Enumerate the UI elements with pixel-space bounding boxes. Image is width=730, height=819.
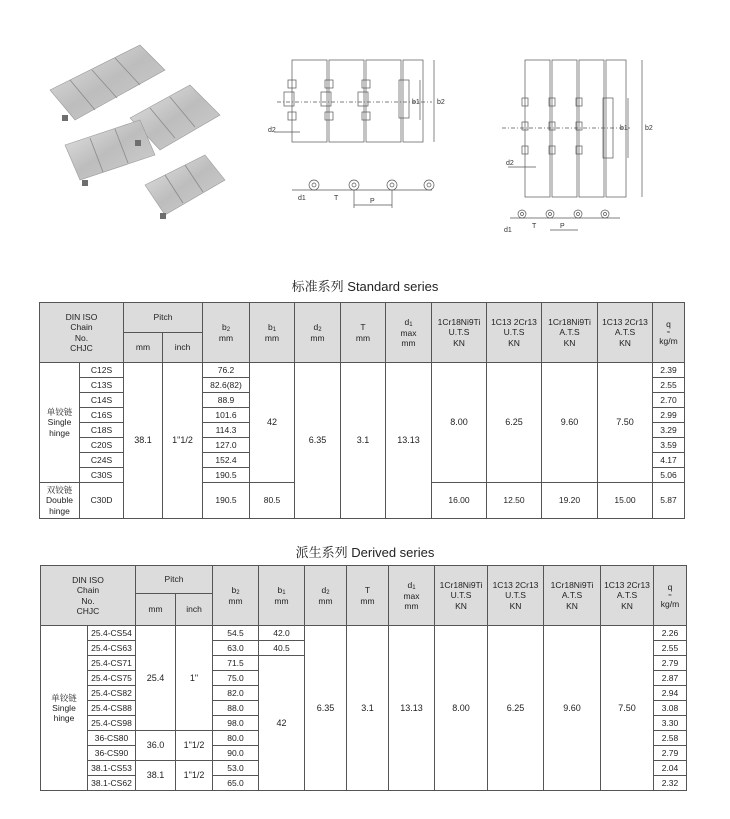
q-value: 2.55 [653, 378, 685, 393]
b2-value: 190.5 [203, 468, 250, 483]
standard-series-table [39, 302, 685, 519]
double-hinge-group: 双铰链 Double hinge [40, 483, 80, 519]
chain-no: C13S [80, 378, 124, 393]
table-row [40, 363, 685, 378]
chain-no: 36-CS80 [88, 731, 136, 746]
label-T: T [532, 223, 537, 230]
header-b1: $b_1$ mm [250, 303, 295, 363]
q-value: 2.26 [654, 626, 687, 641]
q-value: 4.17 [653, 453, 685, 468]
pitch-mm: 36.0 [136, 731, 176, 761]
q-value: 2.32 [654, 776, 687, 791]
chain-no: 25.4-CS54 [88, 626, 136, 641]
d2-value: 6.35 [295, 363, 341, 519]
standard-series-title: 标准系列 Standard series [291, 279, 439, 294]
header-b2: $b_2$ mm [203, 303, 250, 363]
chain-no: 38.1-CS62 [88, 776, 136, 791]
b2-value: 114.3 [203, 423, 250, 438]
pitch-mm: 38.1 [136, 761, 176, 791]
b1-value: 42 [259, 656, 305, 791]
header-d1: $d_1$ max mm [386, 303, 432, 363]
header-pitch-inch: inch [176, 594, 213, 626]
b2-value: 152.4 [203, 453, 250, 468]
b2-value: 80.0 [213, 731, 259, 746]
header-T: T mm [341, 303, 386, 363]
m4-value: 15.00 [598, 483, 653, 519]
q-value: 5.06 [653, 468, 685, 483]
m1-value: 8.00 [432, 363, 487, 483]
chain-no: C12S [80, 363, 124, 378]
double-hinge-diagram [490, 40, 670, 250]
b2-value: 63.0 [213, 641, 259, 656]
chain-no: 25.4-CS82 [88, 686, 136, 701]
b2-value: 65.0 [213, 776, 259, 791]
header-pitch-mm: mm [136, 594, 176, 626]
label-P: P [370, 198, 375, 205]
header-material-1: 1Cr18Ni9Ti U.T.S KN [435, 566, 488, 626]
chain-no: 25.4-CS71 [88, 656, 136, 671]
header-pitch: Pitch [136, 566, 213, 594]
q-value: 2.79 [654, 746, 687, 761]
chain-no: C14S [80, 393, 124, 408]
b2-value: 82.0 [213, 686, 259, 701]
q-value: 3.29 [653, 423, 685, 438]
single-hinge-diagram [262, 40, 462, 240]
label-P: P [560, 223, 565, 230]
q-value: 2.39 [653, 363, 685, 378]
chain-no: 25.4-CS63 [88, 641, 136, 656]
b2-value: 82.6(82) [203, 378, 250, 393]
single-hinge-group: 单铰链 Single hinge [40, 363, 80, 483]
q-value: 3.30 [654, 716, 687, 731]
q-value: 2.04 [654, 761, 687, 776]
header-pitch-mm: mm [124, 333, 163, 363]
derived-series-table [40, 565, 687, 791]
q-value: 2.79 [654, 656, 687, 671]
pitch-inch: 1"1/2 [163, 363, 203, 519]
header-T: T mm [347, 566, 389, 626]
pitch-inch: 1"1/2 [176, 761, 213, 791]
q-value: 3.08 [654, 701, 687, 716]
header-material-3: 1Cr18Ni9Ti A.T.S KN [542, 303, 598, 363]
d1-value: 13.13 [386, 363, 432, 519]
table-row [41, 626, 687, 641]
b2-value: 98.0 [213, 716, 259, 731]
b2-value: 101.6 [203, 408, 250, 423]
header-b1: $b_1$ mm [259, 566, 305, 626]
header-material-4: 1C13 2Cr13 A.T.S KN [601, 566, 654, 626]
b2-value: 88.0 [213, 701, 259, 716]
header-q: q ≈ kg/m [653, 303, 685, 363]
b1-value: 42.0 [259, 626, 305, 641]
header-b2: $b_2$ mm [213, 566, 259, 626]
m4-value: 7.50 [601, 626, 654, 791]
q-value: 5.87 [653, 483, 685, 519]
b2-value: 190.5 [203, 483, 250, 519]
label-d1: d1 [298, 195, 306, 202]
header-material-1: 1Cr18Ni9Ti U.T.S KN [432, 303, 487, 363]
m1-value: 16.00 [432, 483, 487, 519]
label-b2: b2 [645, 125, 653, 132]
b2-value: 54.5 [213, 626, 259, 641]
header-d2: $d_2$ mm [305, 566, 347, 626]
m2-value: 12.50 [487, 483, 542, 519]
label-b1: b1 [620, 125, 628, 132]
header-material-2: 1C13 2Cr13 U.T.S KN [488, 566, 544, 626]
m2-value: 6.25 [488, 626, 544, 791]
label-d1: d1 [504, 227, 512, 234]
b2-value: 71.5 [213, 656, 259, 671]
chain-no: 25.4-CS98 [88, 716, 136, 731]
chain-no: 25.4-CS75 [88, 671, 136, 686]
T-value: 3.1 [347, 626, 389, 791]
b2-value: 75.0 [213, 671, 259, 686]
m3-value: 9.60 [542, 363, 598, 483]
T-value: 3.1 [341, 363, 386, 519]
chain-no: C30S [80, 468, 124, 483]
m4-value: 7.50 [598, 363, 653, 483]
derived-series-title: 派生系列 Derived series [295, 545, 435, 560]
chain-no: 25.4-CS88 [88, 701, 136, 716]
chain-photo [40, 30, 260, 250]
label-b2: b2 [437, 99, 445, 106]
header-d2: $d_2$ mm [295, 303, 341, 363]
header-material-2: 1C13 2Cr13 U.T.S KN [487, 303, 542, 363]
q-value: 3.59 [653, 438, 685, 453]
chain-no: C16S [80, 408, 124, 423]
b2-value: 88.9 [203, 393, 250, 408]
m3-value: 9.60 [544, 626, 601, 791]
chain-no: C30D [80, 483, 124, 519]
q-value: 2.87 [654, 671, 687, 686]
header-chain-no: DIN ISO Chain No. CHJC [40, 303, 124, 363]
d1-value: 13.13 [389, 626, 435, 791]
chain-no: 36-CS90 [88, 746, 136, 761]
pitch-mm: 38.1 [124, 363, 163, 519]
label-d2: d2 [268, 127, 276, 134]
header-pitch-inch: inch [163, 333, 203, 363]
pitch-mm: 25.4 [136, 626, 176, 731]
q-value: 2.94 [654, 686, 687, 701]
m3-value: 19.20 [542, 483, 598, 519]
b1-value: 42 [250, 363, 295, 483]
b1-value: 80.5 [250, 483, 295, 519]
chain-no: C24S [80, 453, 124, 468]
b2-value: 76.2 [203, 363, 250, 378]
b2-value: 90.0 [213, 746, 259, 761]
q-value: 2.58 [654, 731, 687, 746]
pitch-inch: 1" [176, 626, 213, 731]
q-value: 2.70 [653, 393, 685, 408]
header-q: q ≈ kg/m [654, 566, 687, 626]
chain-no: C20S [80, 438, 124, 453]
m1-value: 8.00 [435, 626, 488, 791]
b2-value: 53.0 [213, 761, 259, 776]
header-pitch: Pitch [124, 303, 203, 333]
single-hinge-group: 单铰链 Single hinge [41, 626, 88, 791]
b1-value: 40.5 [259, 641, 305, 656]
header-d1: $d_1$ max mm [389, 566, 435, 626]
chain-no: C18S [80, 423, 124, 438]
chain-no: 38.1-CS53 [88, 761, 136, 776]
label-b1: b1 [412, 99, 420, 106]
q-value: 2.99 [653, 408, 685, 423]
header-material-3: 1Cr18Ni9Ti A.T.S KN [544, 566, 601, 626]
label-T: T [334, 195, 339, 202]
label-d2: d2 [506, 160, 514, 167]
m2-value: 6.25 [487, 363, 542, 483]
q-value: 2.55 [654, 641, 687, 656]
pitch-inch: 1"1/2 [176, 731, 213, 761]
b2-value: 127.0 [203, 438, 250, 453]
header-material-4: 1C13 2Cr13 A.T.S KN [598, 303, 653, 363]
header-chain-no: DIN ISO Chain No. CHJC [41, 566, 136, 626]
d2-value: 6.35 [305, 626, 347, 791]
